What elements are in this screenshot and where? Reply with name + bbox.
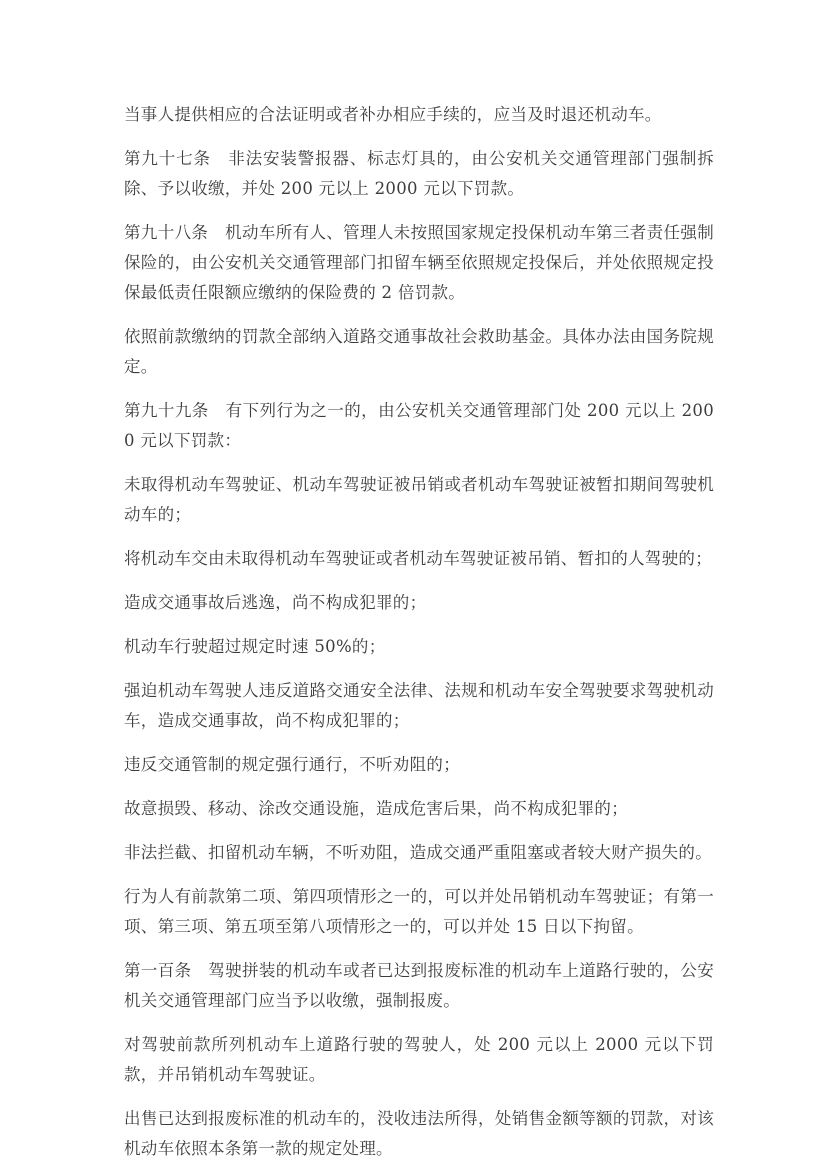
paragraph-item: 机动车行驶超过规定时速 50%的； [124, 637, 386, 656]
paragraph-item: 故意损毁、移动、涂改交通设施，造成危害后果，尚不构成犯罪的； [124, 799, 628, 818]
paragraph: 对驾驶前款所列机动车上道路行驶的驾驶人，处 200 元以上 2000 元以下罚款，并吊销机动车驾驶证。 [124, 1035, 714, 1084]
paragraph-item: 强迫机动车驾驶人违反道路交通安全法律、法规和机动车安全驾驶要求驾驶机动车，造成交通事故，尚不构成犯罪的； [124, 681, 714, 730]
paragraph-item: 将机动车交由未取得机动车驾驶证或者机动车驾驶证被吊销、暂扣的人驾驶的； [124, 549, 712, 568]
paragraph: 依照前款缴纳的罚款全部纳入道路交通事故社会救助基金。具体办法由国务院规定。 [124, 327, 714, 376]
paragraph-item: 非法拦截、扣留机动车辆，不听劝阻，造成交通严重阻塞或者较大财产损失的。 [124, 843, 712, 862]
paragraph-item: 违反交通管制的规定强行通行，不听劝阻的； [124, 755, 460, 774]
paragraph-article-100: 第一百条 驾驶拼装的机动车或者已达到报废标准的机动车上道路行驶的，公安机关交通管理部门应当予以收缴，强制报废。 [124, 961, 714, 1010]
paragraph-item: 未取得机动车驾驶证、机动车驾驶证被吊销或者机动车驾驶证被暂扣期间驾驶机动车的； [124, 475, 714, 524]
document-body [124, 100, 714, 1164]
paragraph: 当事人提供相应的合法证明或者补办相应手续的，应当及时退还机动车。 [124, 105, 662, 124]
paragraph-article-97: 第九十七条 非法安装警报器、标志灯具的，由公安机关交通管理部门强制拆除、予以收缴，并处 200 元以上 2000 元以下罚款。 [124, 149, 714, 198]
paragraph-article-99: 第九十九条 有下列行为之一的，由公安机关交通管理部门处 200 元以上 2000 元以下罚款： [124, 401, 714, 450]
paragraph-article-98: 第九十八条 机动车所有人、管理人未按照国家规定投保机动车第三者责任强制保险的，由公安机关交通管理部门扣留车辆至依照规定投保后，并处依照规定投保最低责任限额应缴纳的保险费的 2 倍罚款。 [124, 223, 714, 302]
paragraph-item: 造成交通事故后逃逸，尚不构成犯罪的； [124, 593, 427, 612]
paragraph: 出售已达到报废标准的机动车的，没收违法所得，处销售金额等额的罚款，对该机动车依照本条第一款的规定处理。 [124, 1109, 714, 1158]
paragraph: 行为人有前款第二项、第四项情形之一的，可以并处吊销机动车驾驶证；有第一项、第三项、第五项至第八项情形之一的，可以并处 15 日以下拘留。 [124, 887, 714, 936]
